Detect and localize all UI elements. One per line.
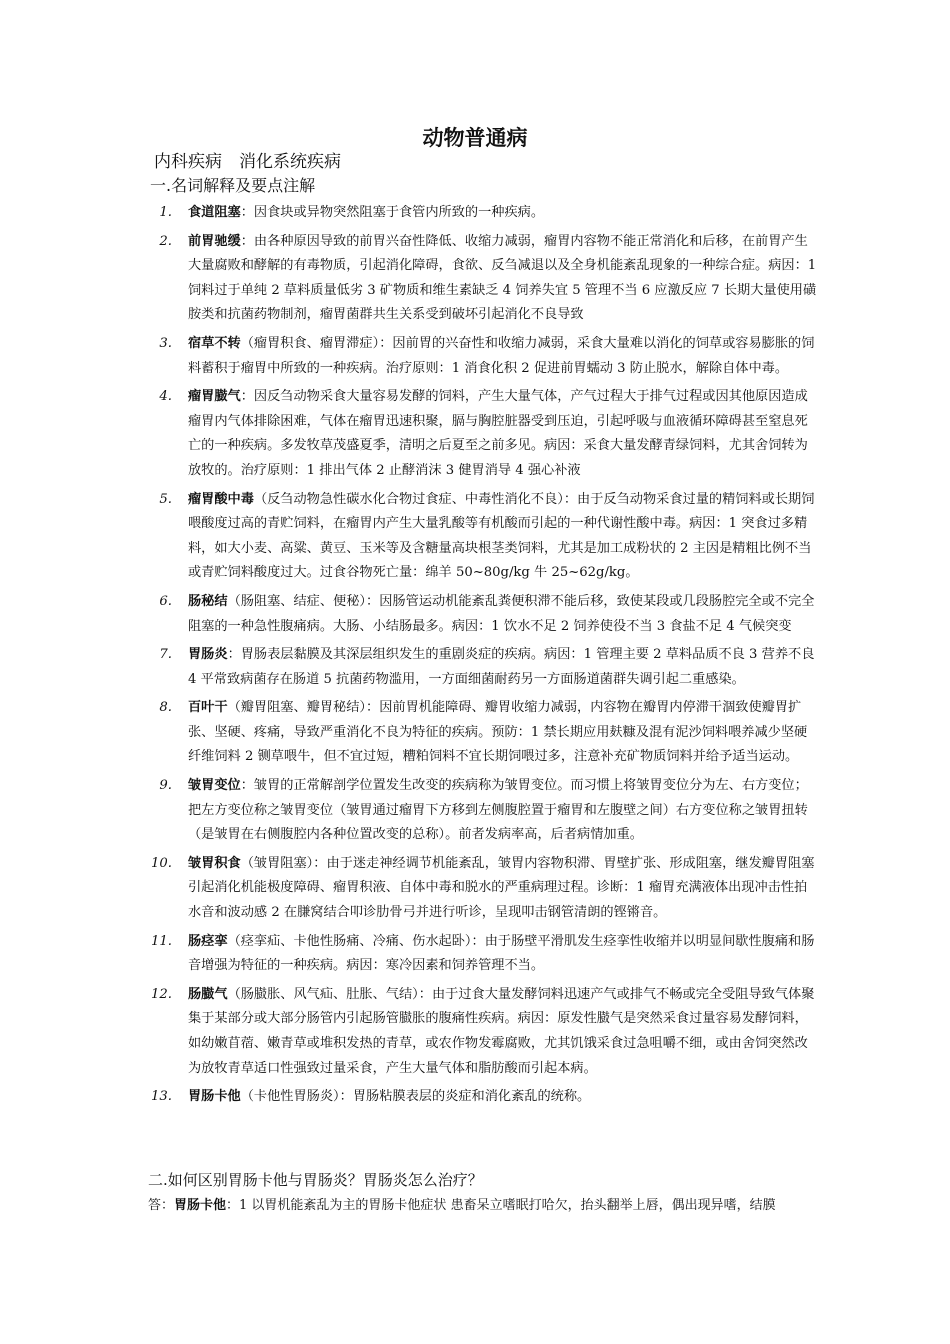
answer-term: 胃肠卡他 — [174, 1198, 227, 1213]
list-item — [140, 1085, 820, 1110]
list-item — [140, 774, 820, 848]
term: 百叶干 — [188, 700, 228, 716]
term: 胃肠卡他 — [188, 1089, 241, 1105]
definition-text: （瘤胃积食、瘤胃滞症）：因前胃的兴奋性和收缩力减弱，采食大量难以消化的饲草或容易膨胀的饲料蓄积于瘤胃中所致的一种疾病。治疗原则：1 消食化积 2 促进前胃蠕动 3 防止脱水，解除自体中毒。 — [188, 335, 815, 376]
list-number: 10. — [151, 855, 172, 871]
list-number: 4. — [159, 389, 172, 405]
list-item — [140, 332, 820, 381]
definition-text: （反刍动物急性碳水化合物过食症、中毒性消化不良）：由于反刍动物采食过量的精饲料或长期饲喂酸度过高的青贮饲料，在瘤胃内产生大量乳酸等有机酸而引起的一种代谢性酸中毒。病因：1 突食过多精料，如大小麦、高粱、黄豆、玉米等及含糖量高块根茎类饲料，尤其是加工成粉状的 2 主因是精粗比例不当或青贮饲料酸度过大。过食谷物死亡量：绵羊 50~80g/kg 牛 25~62g/kg。 — [188, 491, 815, 581]
list-item — [140, 201, 820, 226]
list-item — [140, 230, 820, 328]
list-item — [140, 696, 820, 770]
term: 皱胃变位 — [188, 778, 241, 794]
list-item — [140, 385, 820, 483]
term: 前胃驰缓 — [188, 233, 241, 249]
definition-text: （肠臌胀、风气疝、肚胀、气结）：由于过食大量发酵饲料迅速产气或排气不畅或完全受阻导致气体聚集于某部分或大部分肠管内引起肠管臌胀的腹痛性疾病。病因：原发性臌气是突然采食过量容易发酵饲料，如幼嫩苜蓿、嫩青草或堆积发热的青草，或农作物发霉腐败，尤其饥饿采食过急咀嚼不细，或由舍饲突然改为放牧青草适口性强致过量采食，产生大量气体和脂肪酸而引起本病。 — [188, 986, 815, 1076]
definition-text: ：由各种原因导致的前胃兴奋性降低、收缩力减弱，瘤胃内容物不能正常消化和后移，在前胃产生大量腐败和酵解的有毒物质，引起消化障碍，食欲、反刍减退以及全身机能紊乱现象的一种综合症。病因：1 饲料过于单纯 2 草料质量低劣 3 矿物质和维生素缺乏 4 饲养失宜 5 管理不当 6 应激反应 7 长期大量使用磺胺类和抗菌药物制剂，瘤胃菌群共生关系受到破坏引起消化不良导致 — [188, 233, 817, 323]
term: 肠秘结 — [188, 593, 228, 609]
section-heading-question: 二.如何区别胃肠卡他与胃肠炎？胃肠炎怎么治疗？ — [148, 1171, 483, 1189]
definition-text: ：因食块或异物突然阻塞于食管内所致的一种疾病。 — [240, 205, 545, 220]
term: 胃肠炎 — [188, 647, 228, 663]
definition-text: ：胃肠表层黏膜及其深层组织发生的重剧炎症的疾病。病因：1 管理主要 2 草料品质不良 3 营养不良 4 平常致病菌存在肠道 5 抗菌药物滥用，一方面细菌耐药另一方面肠道菌群失调引起二重感染。 — [188, 647, 815, 687]
list-number: 11. — [151, 933, 172, 949]
list-item — [140, 852, 820, 926]
definition-text: ：皱胃的正常解剖学位置发生改变的疾病称为皱胃变位。而习惯上将皱胃变位分为左、右方变位；把左方变位称之皱胃变位（皱胃通过瘤胃下方移到左侧腹腔置于瘤胃和左腹壁之间）右方变位称之皱胃扭转（是皱胃在右侧腹腔内各种位置改变的总称）。前者发病率高，后者病情加重。 — [188, 778, 808, 843]
list-number: 8. — [159, 700, 172, 716]
term: 皱胃积食 — [188, 855, 241, 871]
list-number: 5. — [159, 491, 172, 507]
document-title: 动物普通病 — [422, 125, 528, 150]
definition-text: （皱胃阻塞）：由于迷走神经调节机能紊乱，皱胃内容物积滞、胃壁扩张、形成阻塞，继发瓣胃阻塞引起消化机能极度障碍、瘤胃积液、自体中毒和脱水的严重病理过程。诊断：1 瘤胃充满液体出现冲击性拍水音和波动感 2 在膁窝结合叩诊肋骨弓并进行听诊，呈现叩击钢管清朗的铿锵音。 — [188, 855, 815, 921]
definition-text: （痉挛疝、卡他性肠痛、冷痛、伤水起卧）：由于肠壁平滑肌发生痉挛性收缩并以明显间歇性腹痛和肠音增强为特征的一种疾病。病因：寒冷因素和饲养管理不当。 — [188, 933, 815, 974]
chapter-subtitle: 内科疾病 消化系统疾病 — [154, 152, 341, 172]
list-number: 3. — [159, 335, 172, 351]
list-number: 7. — [159, 647, 172, 663]
list-number: 12. — [151, 986, 172, 1002]
list-number: 9. — [159, 778, 172, 794]
list-number: 13. — [151, 1089, 172, 1105]
definition-text: （卡他性胃肠炎）：胃肠粘膜表层的炎症和消化紊乱的统称。 — [240, 1089, 591, 1105]
term: 瘤胃酸中毒 — [188, 491, 254, 507]
answer-text: ：1 以胃机能紊乱为主的胃肠卡他症状 患畜呆立嗜眠打哈欠，抬头翻举上唇，偶出现异嗜，结膜 — [226, 1198, 776, 1213]
list-number: 2. — [159, 233, 172, 249]
term: 食道阻塞 — [188, 205, 241, 220]
term: 瘤胃臌气 — [188, 389, 241, 405]
definition-text: （肠阻塞、结症、便秘）：因肠管运动机能紊乱粪便积滞不能后移，致使某段或几段肠腔完全或不完全阻塞的一种急性腹痛病。大肠、小结肠最多。病因：1 饮水不足 2 饲养使役不当 3 食盐不足 4 气候突变 — [188, 593, 815, 634]
term: 肠臌气 — [188, 986, 228, 1002]
term: 宿草不转 — [188, 335, 241, 351]
definition-text: ：因反刍动物采食大量容易发酵的饲料，产生大量气体，产气过程大于排气过程或因其他原因造成瘤胃内气体排除困难，气体在瘤胃迅速积聚，膈与胸腔脏器受到压迫，引起呼吸与血液循环障碍甚至窒息死亡的一种疾病。多发牧草茂盛夏季，清明之后夏至之前多见。病因：采食大量发酵青绿饲料，尤其舍饲转为放牧的。治疗原则：1 排出气体 2 止酵消沫 3 健胃消导 4 强心补液 — [188, 389, 808, 478]
list-number: 6. — [159, 593, 172, 609]
definition-text: （瓣胃阻塞、瓣胃秘结）：因前胃机能障碍、瓣胃收缩力减弱，内容物在瓣胃内停滞干涸致使瓣胃扩张、坚硬、疼痛，导致严重消化不良为特征的疾病。预防：1 禁长期应用麸糠及混有泥沙饲料喂养减少坚硬纤维饲料 2 铡草喂牛，但不宜过短，糟粕饲料不宜长期饲喂过多，注意补充矿物质饲料并给予适当运动。 — [188, 700, 808, 765]
answer-paragraph — [148, 1195, 816, 1217]
answer-prefix: 答： — [148, 1198, 175, 1213]
term: 肠痉挛 — [188, 933, 228, 949]
list-item — [140, 643, 820, 692]
definition-list — [140, 201, 820, 1114]
list-number: 1. — [159, 205, 172, 220]
list-item — [140, 488, 820, 586]
list-item — [140, 930, 820, 979]
section-heading-definitions: 一.名词解释及要点注解 — [150, 176, 316, 195]
list-item — [140, 983, 820, 1081]
list-item — [140, 590, 820, 639]
